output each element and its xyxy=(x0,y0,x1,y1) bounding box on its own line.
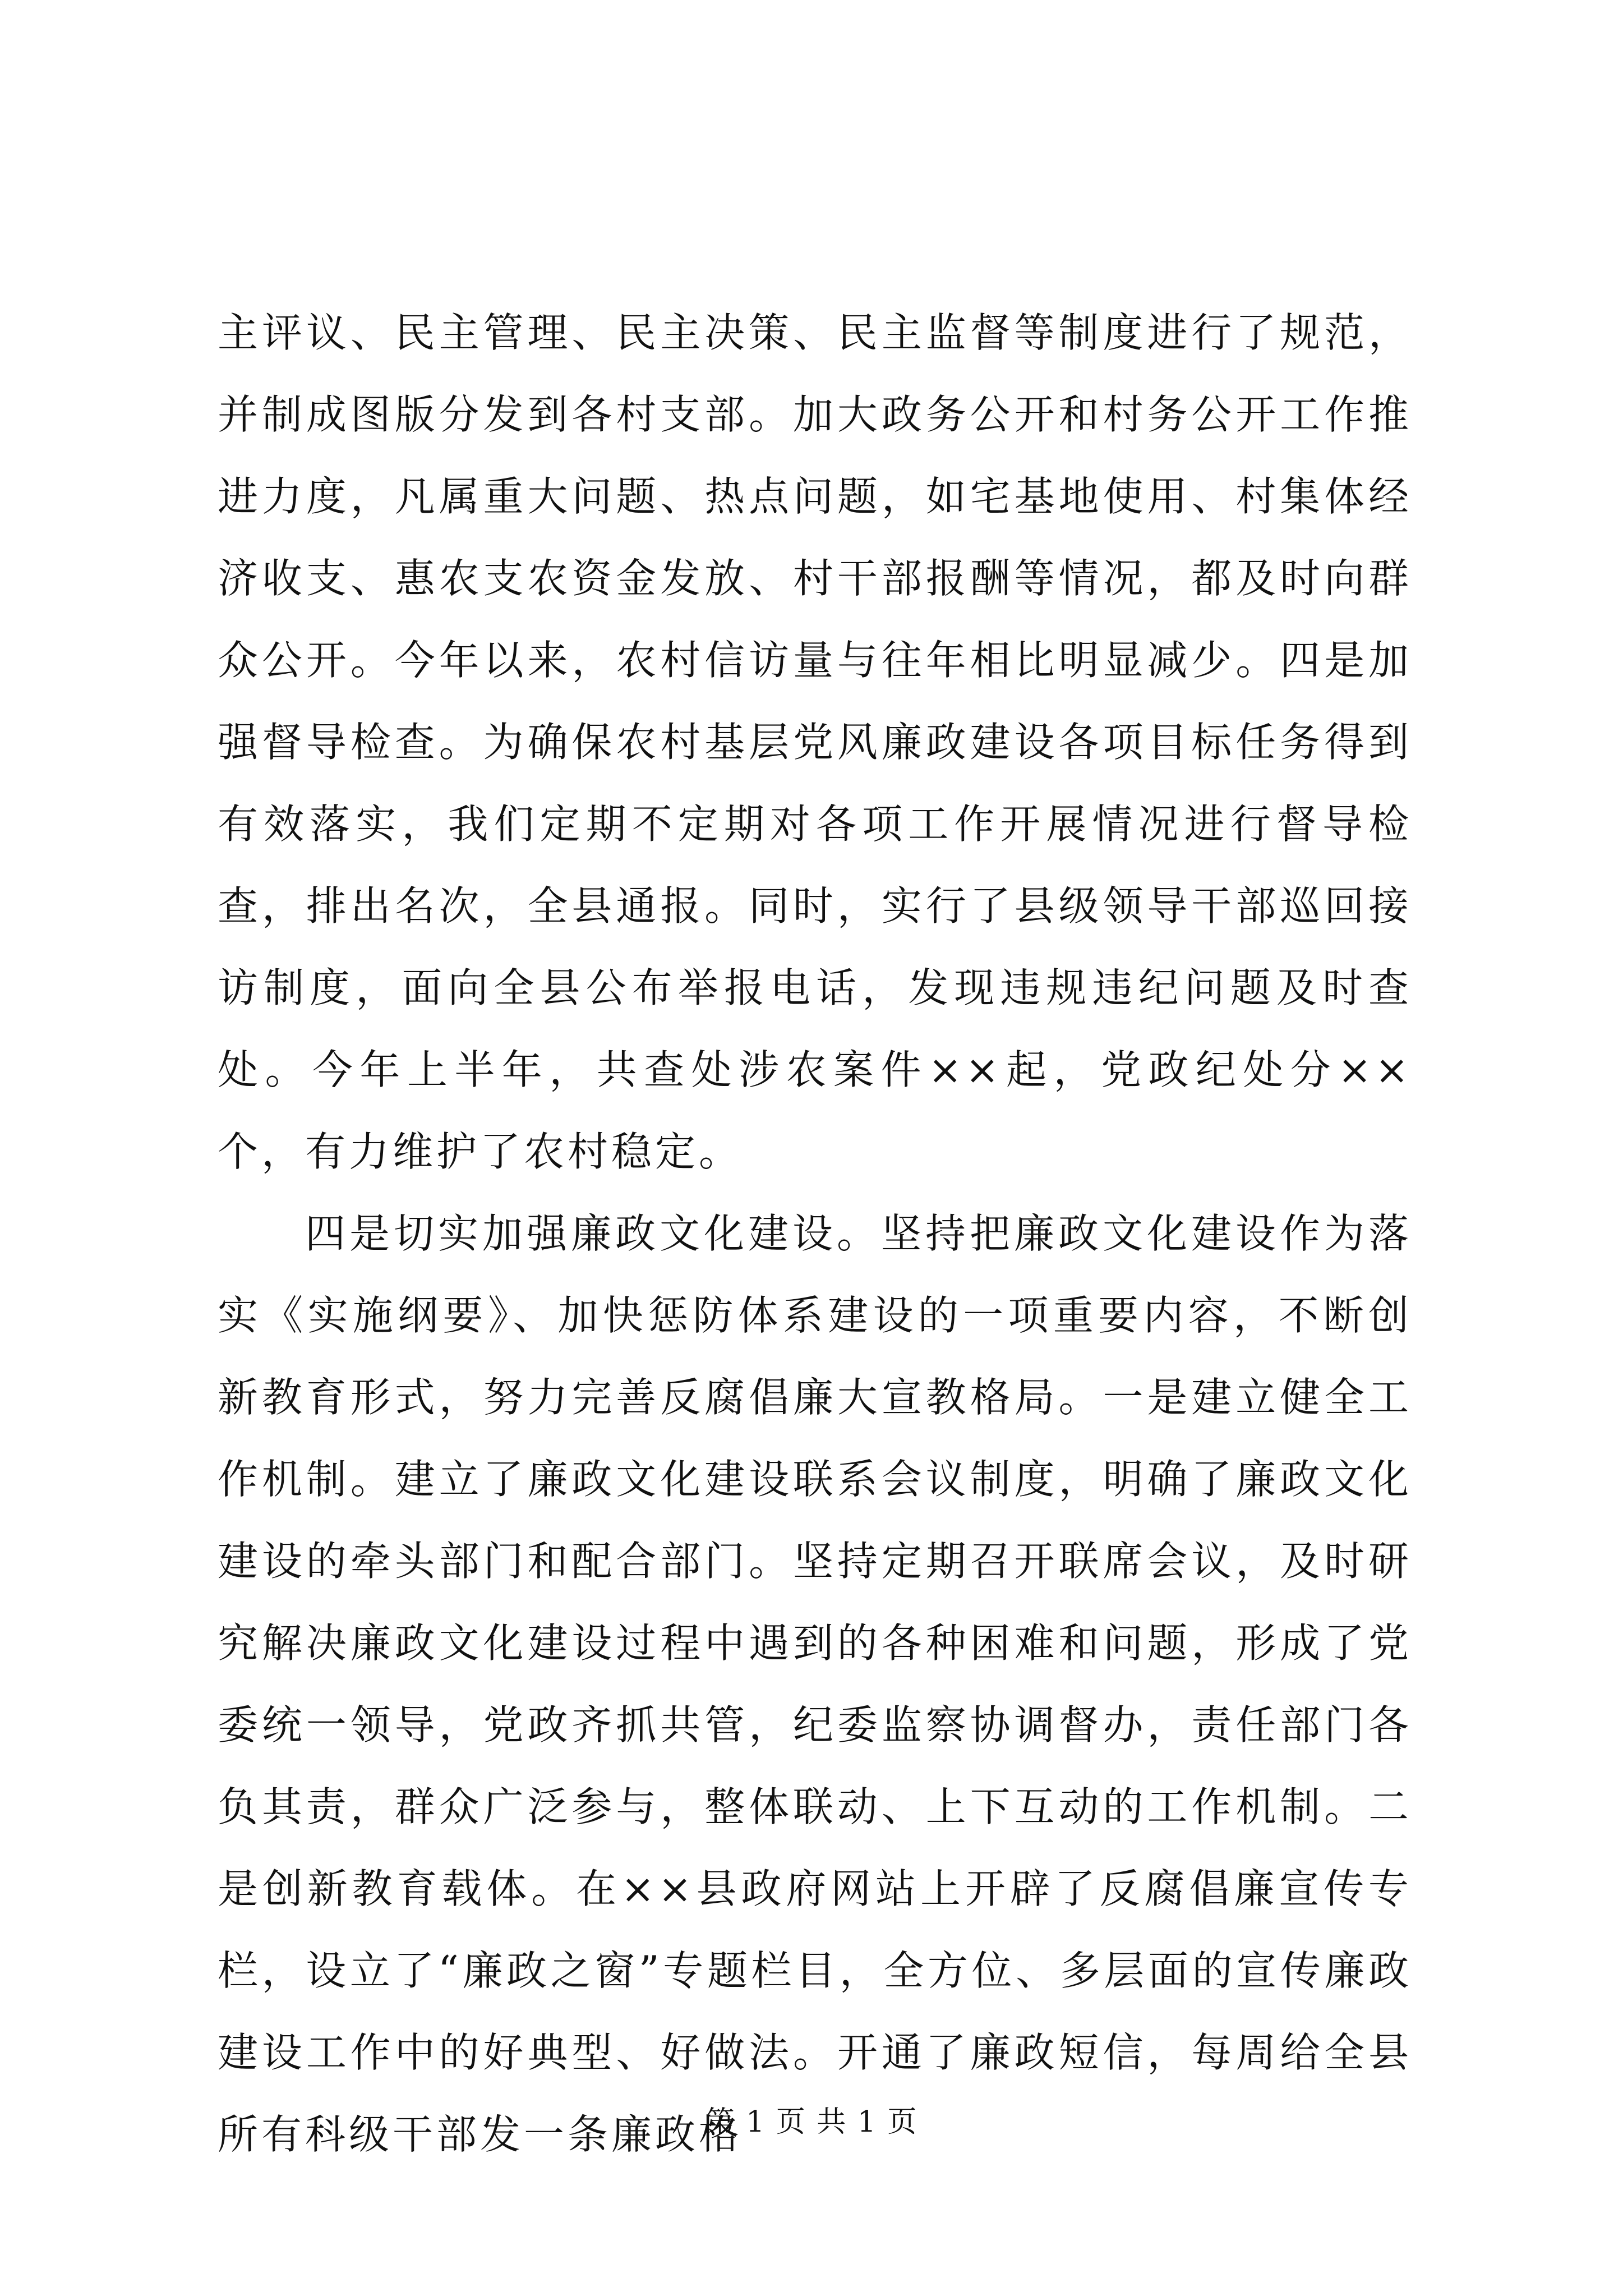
document-body xyxy=(218,292,1412,2175)
paragraph-continuation: 主评议、民主管理、民主决策、民主监督等制度进行了规范，并制成图版分发到各村支部。加大政务公开和村务公开工作推进力度，凡属重大问题、热点问题，如宅基地使用、村集体经济收支、惠农支农资金发放、村干部报酬等情况，都及时向群众公开。今年以来，农村信访量与往年相比明显减少。四是加强督导检查。为确保农村基层党风廉政建设各项目标任务得到有效落实，我们定期不定期对各项工作开展情况进行督导检查，排出名次，全县通报。同时，实行了县级领导干部巡回接访制度，面向全县公布举报电话，发现违规违纪问题及时查处。今年上半年，共查处涉农案件××起，党政纪处分××个，有力维护了农村稳定。 xyxy=(218,309,1412,1175)
paragraph-clean-culture: 四是切实加强廉政文化建设。坚持把廉政文化建设作为落实《实施纲要》、加快惩防体系建设的一项重要内容，不断创新教育形式，努力完善反腐倡廉大宣教格局。一是建立健全工作机制。建立了廉政文化建设联系会议制度，明确了廉政文化建设的牵头部门和配合部门。坚持定期召开联席会议，及时研究解决廉政文化建设过程中遇到的各种困难和问题，形成了党委统一领导，党政齐抓共管，纪委监察协调督办，责任部门各负其责，群众广泛参与，整体联动、上下互动的工作机制。二是创新教育载体。在××县政府网站上开辟了反腐倡廉宣传专栏，设立了“廉政之窗”专题栏目，全方位、多层面的宣传廉政建设工作中的好典型、好做法。开通了廉政短信，每周给全县所有科级干部发一条廉政格 xyxy=(218,1210,1412,2158)
page-number-label: 第 1 页 共 1 页 xyxy=(705,2105,918,2139)
page-footer xyxy=(0,2102,1623,2142)
